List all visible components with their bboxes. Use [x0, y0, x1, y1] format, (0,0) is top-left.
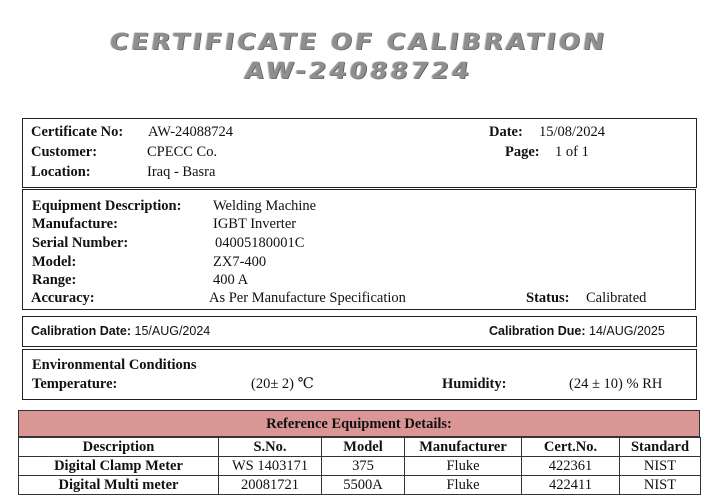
table-cell: Digital Multi meter	[19, 476, 219, 495]
table-cell: 20081721	[219, 476, 322, 495]
manufacture-value: IGBT Inverter	[213, 216, 297, 232]
table-cell: 375	[322, 457, 405, 476]
cert-no-label: Certificate No:	[31, 124, 124, 140]
table-cell: Digital Clamp Meter	[19, 457, 219, 476]
calibration-date	[31, 322, 210, 340]
table-cell: Fluke	[405, 457, 522, 476]
reference-equipment-header: Reference Equipment Details:	[18, 410, 700, 437]
column-header: Cert.No.	[522, 438, 620, 457]
equipment-description-value: Welding Machine	[213, 198, 317, 214]
page-value: 1 of 1	[555, 144, 589, 160]
table-row	[19, 476, 701, 495]
table-cell: 422411	[522, 476, 620, 495]
table-cell: Fluke	[405, 476, 522, 495]
table-cell: 5500A	[322, 476, 405, 495]
page-label: Page:	[505, 144, 540, 160]
calibration-due	[489, 322, 665, 340]
date-value: 15/08/2024	[539, 124, 606, 140]
calibration-date-value: 15/AUG/2024	[134, 324, 211, 338]
calibration-date-label: Calibration Date:	[31, 324, 132, 338]
customer-value: CPECC Co.	[147, 144, 218, 160]
environment-title: Environmental Conditions	[32, 357, 197, 373]
table-row	[19, 457, 701, 476]
location-value: Iraq - Basra	[147, 164, 216, 180]
humidity-value: (24 ± 10) % RH	[569, 376, 663, 392]
certificate-number-title: AW-24088724	[243, 57, 474, 84]
model-label: Model:	[32, 254, 77, 270]
location-label: Location:	[31, 164, 91, 180]
temperature-label: Temperature:	[32, 376, 118, 392]
status-value: Calibrated	[586, 290, 647, 306]
date-label: Date:	[489, 124, 523, 140]
table-cell: NIST	[620, 457, 701, 476]
table-header-row	[19, 438, 701, 457]
cert-no-value: AW-24088724	[148, 124, 234, 140]
range-label: Range:	[32, 272, 77, 288]
table-cell: NIST	[620, 476, 701, 495]
customer-label: Customer:	[31, 144, 98, 160]
calibration-due-label: Calibration Due:	[489, 324, 586, 338]
column-header: Standard	[620, 438, 701, 457]
serial-value: 04005180001C	[215, 235, 305, 251]
range-value: 400 A	[213, 272, 249, 288]
column-header: Manufacturer	[405, 438, 522, 457]
accuracy-value: As Per Manufacture Specification	[209, 290, 406, 306]
temperature-value: (20± 2) ℃	[251, 376, 314, 392]
humidity-label: Humidity:	[442, 376, 507, 392]
column-header: S.No.	[219, 438, 322, 457]
model-value: ZX7-400	[213, 254, 267, 270]
certificate-title: CERTIFICATE OF CALIBRATION	[108, 28, 609, 55]
equipment-description-label: Equipment Description:	[32, 198, 182, 214]
accuracy-label: Accuracy:	[31, 290, 95, 306]
calibration-due-value: 14/AUG/2025	[589, 324, 665, 338]
table-cell: 422361	[522, 457, 620, 476]
reference-equipment-table	[18, 437, 701, 495]
status-label: Status:	[526, 290, 570, 306]
column-header: Description	[19, 438, 219, 457]
manufacture-label: Manufacture:	[32, 216, 118, 232]
table-cell: WS 1403171	[219, 457, 322, 476]
serial-label: Serial Number:	[32, 235, 129, 251]
column-header: Model	[322, 438, 405, 457]
